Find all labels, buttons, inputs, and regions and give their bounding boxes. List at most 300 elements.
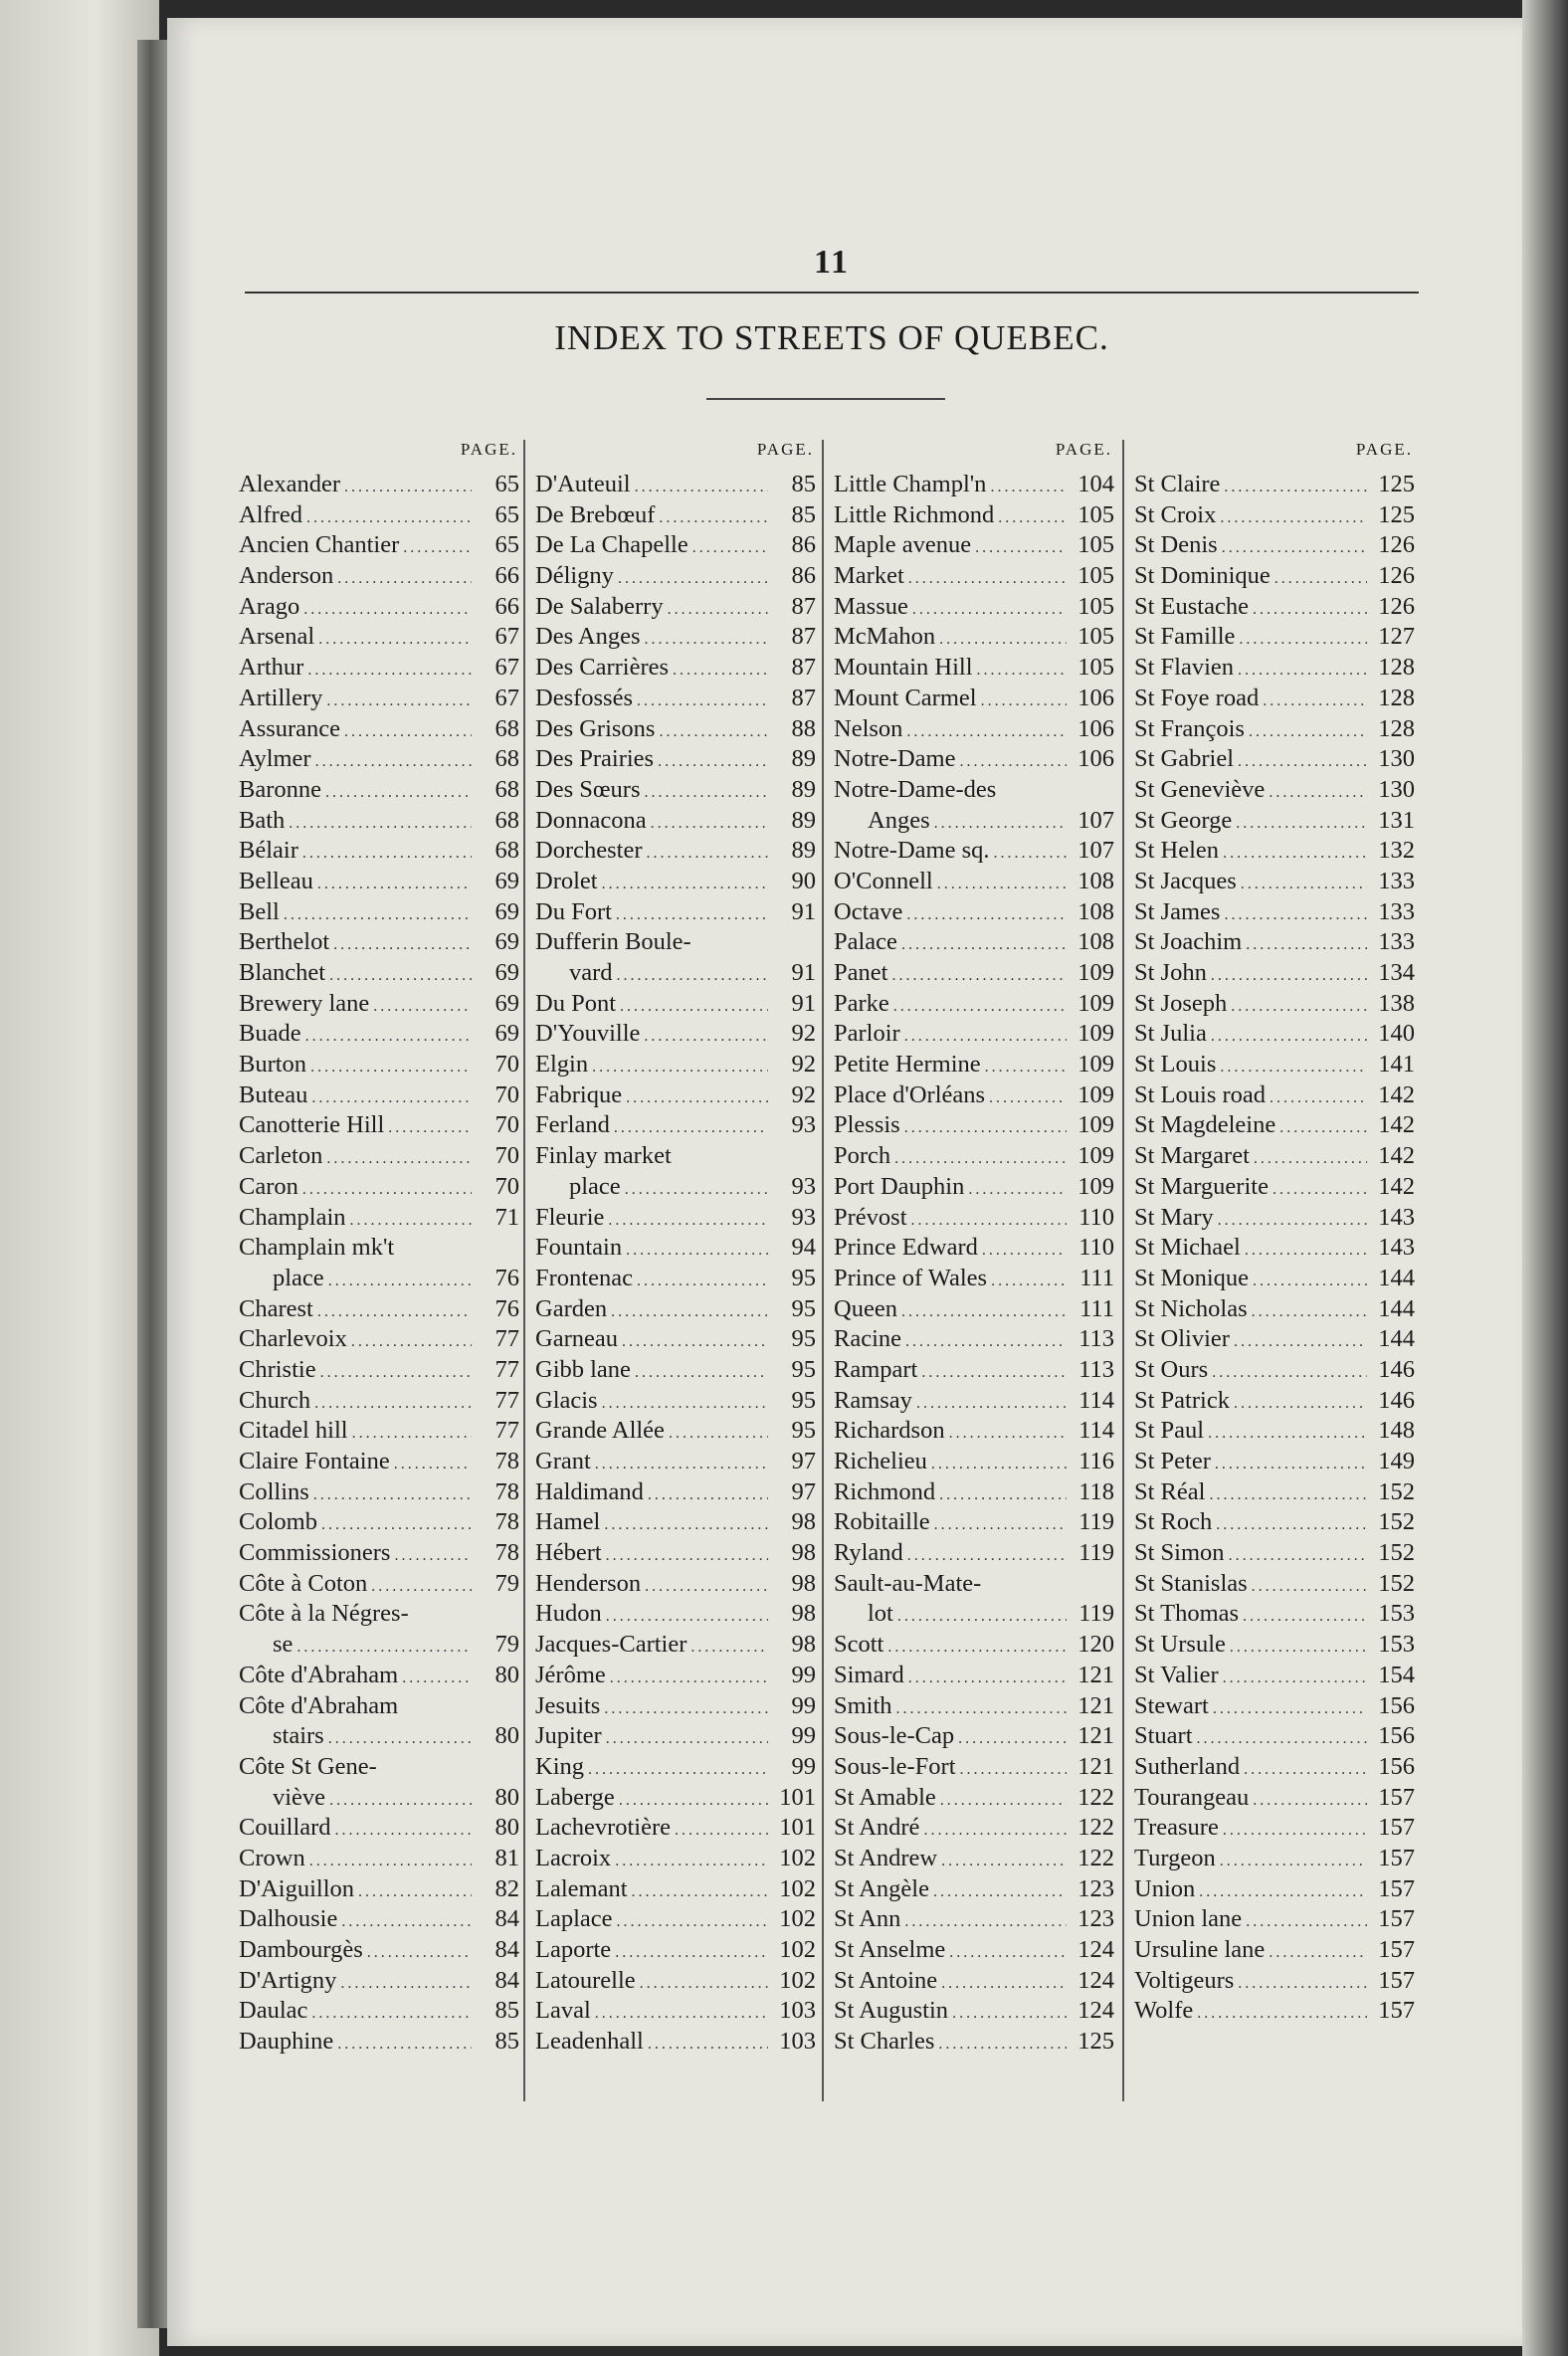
street-name: St Charles (834, 2028, 935, 2056)
index-entry (535, 1233, 816, 1264)
street-name: Arthur (239, 654, 304, 682)
dot-leader (311, 1083, 472, 1114)
page-ref: 133 (1378, 867, 1415, 894)
page-ref: 90 (791, 867, 816, 894)
page-ref: 108 (1078, 928, 1114, 956)
index-entry (239, 500, 519, 531)
dot-leader (1222, 533, 1367, 564)
street-name: St Monique (1134, 1264, 1250, 1291)
street-name: Caron (239, 1172, 298, 1200)
dot-leader (309, 1847, 472, 1877)
street-name: Queen (834, 1294, 897, 1322)
index-entry (535, 1813, 816, 1844)
street-name: St Stanislas (1134, 1569, 1248, 1597)
index-entry (535, 1080, 816, 1111)
dot-leader (606, 1724, 768, 1755)
dot-leader (906, 717, 1067, 748)
page-ref: 106 (1078, 714, 1114, 742)
index-entry (834, 1172, 1114, 1203)
page-ref: 80 (494, 1814, 519, 1842)
page-ref: 87 (791, 623, 816, 651)
street-name: Voltigeurs (1134, 1966, 1235, 1994)
index-entry (535, 1874, 816, 1905)
street-name: Des Carrières (535, 654, 670, 682)
page-ref: 110 (1078, 1203, 1114, 1231)
dot-leader (640, 1969, 768, 2000)
street-name: St James (1134, 897, 1221, 925)
dot-leader (1211, 1022, 1367, 1053)
street-name: Garneau (535, 1325, 618, 1353)
index-entry (1134, 1019, 1415, 1050)
page-ref: 69 (494, 928, 519, 956)
dot-leader (934, 809, 1067, 840)
page-ref: 119 (1078, 1508, 1114, 1536)
page-ref: 70 (494, 1051, 519, 1079)
dot-leader (1238, 1969, 1367, 2000)
index-entry (239, 1203, 519, 1234)
page-ref: 66 (494, 592, 519, 620)
street-name: St Croix (1134, 500, 1217, 528)
page-ref: 143 (1378, 1203, 1415, 1231)
dot-leader (1274, 564, 1367, 595)
dot-leader (931, 1450, 1067, 1480)
index-entry (239, 714, 519, 745)
index-entry (239, 1294, 519, 1325)
page-ref: 126 (1378, 531, 1415, 559)
street-name: Leadenhall (535, 2028, 644, 2056)
dot-leader (1245, 1236, 1367, 1267)
street-name: Daulac (239, 1997, 308, 2025)
index-entry (834, 1447, 1114, 1477)
page-ref: 121 (1078, 1722, 1114, 1750)
index-entry (535, 530, 816, 561)
street-name: Charlevoix (239, 1325, 347, 1353)
street-name: Wolfe (1134, 1997, 1194, 2025)
dot-leader (305, 1022, 472, 1053)
dot-leader (959, 747, 1067, 778)
dot-leader (958, 1724, 1067, 1755)
page-ref: 157 (1378, 1997, 1415, 2025)
index-entry (1134, 1477, 1415, 1508)
dot-leader (887, 1633, 1067, 1664)
street-name: Sous-le-Cap (834, 1722, 955, 1750)
street-name: St Roch (1134, 1508, 1213, 1536)
street-name: Market (834, 562, 904, 590)
street-name: Déligny (535, 562, 614, 590)
street-name: Blanchet (239, 959, 326, 986)
street-name: Union lane (1134, 1905, 1243, 1933)
dot-leader (602, 870, 768, 900)
street-name: Fabrique (535, 1080, 623, 1108)
dot-leader (306, 503, 472, 534)
street-name: Côte d'Abraham (239, 1661, 399, 1688)
dot-leader (314, 1389, 472, 1420)
index-entry (535, 714, 816, 745)
page-ref: 107 (1078, 837, 1114, 865)
index-entry (1134, 1966, 1415, 1997)
page-ref: 141 (1378, 1051, 1415, 1079)
page-ref: 116 (1078, 1448, 1114, 1474)
page-ref: 119 (1078, 1600, 1114, 1628)
page-ref: 79 (494, 1569, 519, 1597)
street-name: Buade (239, 1020, 301, 1048)
street-name: Laporte (535, 1936, 612, 1963)
street-name: Parloir (834, 1020, 900, 1048)
index-entry (535, 1172, 816, 1203)
page-ref: 144 (1378, 1264, 1415, 1291)
street-name: Church (239, 1386, 311, 1414)
index-entry (834, 1935, 1114, 1966)
street-name: Mount Carmel (834, 684, 977, 711)
street-name: Jupiter (535, 1722, 602, 1750)
page-ref: 95 (791, 1417, 816, 1445)
dot-leader (311, 1999, 472, 2030)
street-name: Claire Fontaine (239, 1448, 390, 1474)
index-entry (239, 958, 519, 989)
street-name: Haldimand (535, 1477, 644, 1505)
index-entry (535, 622, 816, 653)
page-ref: 93 (791, 1203, 816, 1231)
dot-leader (315, 747, 472, 778)
dot-leader (1249, 717, 1367, 748)
dot-leader (1254, 1144, 1367, 1175)
street-name: Palace (834, 928, 897, 956)
page-ref: 113 (1078, 1355, 1114, 1383)
page-ref: 78 (494, 1448, 519, 1474)
dot-leader (1270, 1083, 1367, 1114)
page-ref: 87 (791, 654, 816, 682)
dot-leader (907, 1541, 1067, 1572)
page-ref: 128 (1378, 684, 1415, 711)
page-ref: 89 (791, 806, 816, 834)
page-ref: 103 (779, 2028, 816, 2056)
index-entry (834, 530, 1114, 561)
street-name: Des Anges (535, 623, 641, 651)
dot-leader (977, 656, 1067, 687)
street-name: Citadel hill (239, 1417, 348, 1445)
page-ref: 125 (1378, 500, 1415, 528)
dot-leader (329, 1786, 472, 1817)
street-name: Brewery lane (239, 989, 370, 1017)
street-name: St Eustache (1134, 592, 1249, 620)
page-ref: 142 (1378, 1111, 1415, 1139)
dot-leader (313, 1480, 472, 1511)
dot-leader (1220, 1053, 1367, 1083)
index-entry (239, 1264, 519, 1294)
index-entry (834, 1141, 1114, 1172)
dot-leader (615, 1847, 768, 1877)
page-ref: 85 (494, 2028, 519, 2056)
index-entry (239, 1141, 519, 1172)
street-name: Bélair (239, 837, 298, 865)
street-name: Ramsay (834, 1386, 912, 1414)
index-entry (535, 744, 816, 775)
page-ref: 82 (494, 1874, 519, 1902)
street-name: Racine (834, 1325, 902, 1353)
page-ref: 80 (494, 1783, 519, 1811)
dot-leader (901, 1297, 1067, 1328)
page-ref: 105 (1078, 562, 1114, 590)
street-name: Notre-Dame (834, 745, 956, 773)
dot-leader (610, 1664, 768, 1694)
page-ref: 89 (791, 837, 816, 865)
page-ref: 153 (1378, 1631, 1415, 1659)
page-ref: 71 (494, 1203, 519, 1231)
dot-leader (993, 839, 1067, 870)
dot-leader (1246, 1907, 1367, 1938)
page-ref: 86 (791, 562, 816, 590)
page-ref: 101 (779, 1783, 816, 1811)
page-ref: 133 (1378, 897, 1415, 925)
page-ref: 157 (1378, 1814, 1415, 1842)
index-column-3 (834, 440, 1114, 2058)
dot-leader (284, 900, 472, 931)
index-entry (834, 897, 1114, 928)
index-entry (834, 622, 1114, 653)
index-entry (239, 867, 519, 897)
index-entry (535, 1630, 816, 1661)
page-ref: 88 (791, 714, 816, 742)
street-name: St Mary (1134, 1203, 1214, 1231)
dot-leader (307, 656, 472, 687)
dot-leader (302, 839, 472, 870)
dot-leader (905, 1327, 1067, 1358)
dot-leader (952, 1999, 1067, 2030)
page-ref: 108 (1078, 897, 1114, 925)
page-ref: 85 (791, 471, 816, 497)
dot-leader (1253, 595, 1367, 626)
dot-leader (1279, 1113, 1367, 1144)
dot-leader (614, 1113, 768, 1144)
street-name: St Nicholas (1134, 1294, 1248, 1322)
index-entry (239, 1233, 519, 1264)
street-name: Stuart (1134, 1722, 1193, 1750)
page-ref: 93 (791, 1111, 816, 1139)
dot-leader (1215, 1450, 1367, 1480)
dot-leader (403, 533, 472, 564)
page-ref: 109 (1078, 959, 1114, 986)
index-entry (1134, 989, 1415, 1020)
index-entry (1134, 1904, 1415, 1935)
page-ref: 105 (1078, 654, 1114, 682)
dot-leader (317, 1297, 472, 1328)
dot-leader (604, 1510, 768, 1541)
dot-leader (328, 1724, 472, 1755)
street-name: Alexander (239, 471, 341, 497)
dot-leader (645, 778, 769, 809)
index-entry (834, 1752, 1114, 1783)
street-name: Commissioners (239, 1539, 391, 1567)
index-entry (239, 1386, 519, 1417)
page-ref: 66 (494, 562, 519, 590)
page-ref: 65 (494, 531, 519, 559)
index-entry (834, 2027, 1114, 2058)
index-entry (239, 1416, 519, 1447)
dot-leader (648, 2030, 768, 2061)
column-divider (1122, 440, 1124, 2101)
index-entry (239, 836, 519, 867)
street-name: Garden (535, 1294, 608, 1322)
page-ref: 99 (791, 1752, 816, 1780)
dot-leader (659, 503, 768, 534)
page-ref: 102 (779, 1936, 816, 1963)
dot-leader (968, 1175, 1067, 1206)
street-name: St Valier (1134, 1661, 1219, 1688)
dot-leader (949, 1938, 1067, 1969)
page-ref: 133 (1378, 928, 1415, 956)
street-name: St François (1134, 714, 1245, 742)
index-entry (1134, 714, 1415, 745)
index-entry (535, 1110, 816, 1141)
dot-leader (1211, 961, 1367, 992)
page-ref: 93 (791, 1172, 816, 1200)
dot-leader (1218, 1206, 1367, 1237)
page-ref: 79 (494, 1631, 519, 1659)
page-ref: 122 (1078, 1844, 1114, 1871)
index-entry (535, 867, 816, 897)
street-name: Place d'Orléans (834, 1080, 986, 1108)
index-entry (834, 1019, 1114, 1050)
street-name: St Famille (1134, 623, 1236, 651)
page-ref: 85 (791, 500, 816, 528)
dot-leader (911, 1206, 1068, 1237)
dot-leader (904, 1907, 1067, 1938)
dot-leader (341, 1907, 472, 1938)
index-entry (535, 653, 816, 684)
page-ref: 106 (1078, 745, 1114, 773)
page-ref: 99 (791, 1722, 816, 1750)
page-column-header: PAGE. (756, 440, 814, 459)
dot-leader (985, 1053, 1067, 1083)
street-name: Champlain (239, 1203, 346, 1231)
index-entry (834, 1477, 1114, 1508)
page-ref: 122 (1078, 1814, 1114, 1842)
page-ref: 134 (1378, 959, 1415, 986)
page-ref: 81 (494, 1844, 519, 1871)
index-entry (239, 1110, 519, 1141)
page-ref: 109 (1078, 1051, 1114, 1079)
page-ref: 142 (1378, 1142, 1415, 1170)
index-entry (834, 1599, 1114, 1630)
street-name: Hudon (535, 1600, 602, 1628)
page-ref: 77 (494, 1386, 519, 1414)
page-ref: 152 (1378, 1477, 1415, 1505)
page-ref: 89 (791, 745, 816, 773)
dot-leader (637, 687, 768, 717)
index-entry (535, 1904, 816, 1935)
dot-leader (1238, 656, 1367, 687)
street-name: Christie (239, 1355, 316, 1383)
dot-leader (1223, 1664, 1367, 1694)
index-entry (834, 1080, 1114, 1111)
index-entry (239, 1874, 519, 1905)
index-entry (834, 867, 1114, 897)
index-entry (239, 1080, 519, 1111)
index-entry (834, 1050, 1114, 1080)
index-entry (535, 1721, 816, 1752)
street-name: Rampart (834, 1355, 918, 1383)
street-name: Côte à Coton (239, 1569, 368, 1597)
page-ref: 70 (494, 1080, 519, 1108)
dot-leader (626, 1236, 768, 1267)
dot-leader (1224, 473, 1367, 503)
dot-leader (606, 1602, 768, 1633)
street-name: De Salaberry (535, 592, 664, 620)
index-entry (834, 500, 1114, 531)
street-name: Charest (239, 1294, 313, 1322)
dot-leader (1223, 839, 1367, 870)
street-name: Richmond (834, 1477, 936, 1505)
dot-leader (402, 1664, 472, 1694)
index-entry (1134, 927, 1415, 958)
index-entry (1134, 1935, 1415, 1966)
dot-leader (1236, 809, 1367, 840)
page-ref: 87 (791, 592, 816, 620)
index-entry (239, 1783, 519, 1814)
page-number: 11 (813, 244, 851, 281)
street-name: St Joseph (1134, 989, 1228, 1017)
page-ref: 98 (791, 1600, 816, 1628)
index-entry (834, 1874, 1114, 1905)
index-entry (535, 1996, 816, 2027)
page-ref: 119 (1078, 1539, 1114, 1567)
page-ref: 154 (1378, 1661, 1415, 1688)
index-entry (1134, 1996, 1415, 2027)
street-name: Henderson (535, 1569, 642, 1597)
street-name: Aylmer (239, 745, 311, 773)
street-name: St Louis road (1134, 1080, 1267, 1108)
street-name: Tourangeau (1134, 1783, 1250, 1811)
dot-leader (350, 1206, 472, 1237)
street-name: Belleau (239, 867, 313, 894)
index-entry (1134, 1141, 1415, 1172)
street-name: Prince Edward (834, 1234, 978, 1262)
dot-leader (625, 1175, 768, 1206)
page-ref: 130 (1378, 745, 1415, 773)
street-name: Mountain Hill (834, 654, 973, 682)
page-ref: 124 (1078, 1997, 1114, 2025)
street-name: D'Aiguillon (239, 1874, 355, 1902)
street-name: St Foye road (1134, 684, 1260, 711)
street-name: St Thomas (1134, 1600, 1240, 1628)
street-name: Sutherland (1134, 1752, 1241, 1780)
street-name: Gibb lane (535, 1355, 631, 1383)
dot-leader (632, 1877, 768, 1908)
street-name: Du Pont (535, 989, 617, 1017)
index-entry (1134, 1844, 1415, 1874)
index-entry (535, 836, 816, 867)
dot-leader (626, 1083, 768, 1114)
street-name: St Ours (1134, 1355, 1209, 1383)
header-rule (245, 292, 1419, 294)
page-ref: 104 (1078, 471, 1114, 497)
index-entry (239, 1691, 519, 1722)
index-column-4 (1134, 440, 1415, 2027)
street-name: Stewart (1134, 1691, 1209, 1719)
page-ref: 86 (791, 531, 816, 559)
index-column-1 (239, 440, 519, 2058)
index-entry (1134, 1661, 1415, 1691)
street-name: Massue (834, 592, 908, 620)
dot-leader (923, 1816, 1067, 1847)
page-ref: 142 (1378, 1080, 1415, 1108)
page-ref: 131 (1378, 806, 1415, 834)
index-entry (834, 653, 1114, 684)
dot-leader (619, 1786, 768, 1817)
page-ref: 109 (1078, 1080, 1114, 1108)
page-ref: 105 (1078, 592, 1114, 620)
index-entry (239, 1935, 519, 1966)
